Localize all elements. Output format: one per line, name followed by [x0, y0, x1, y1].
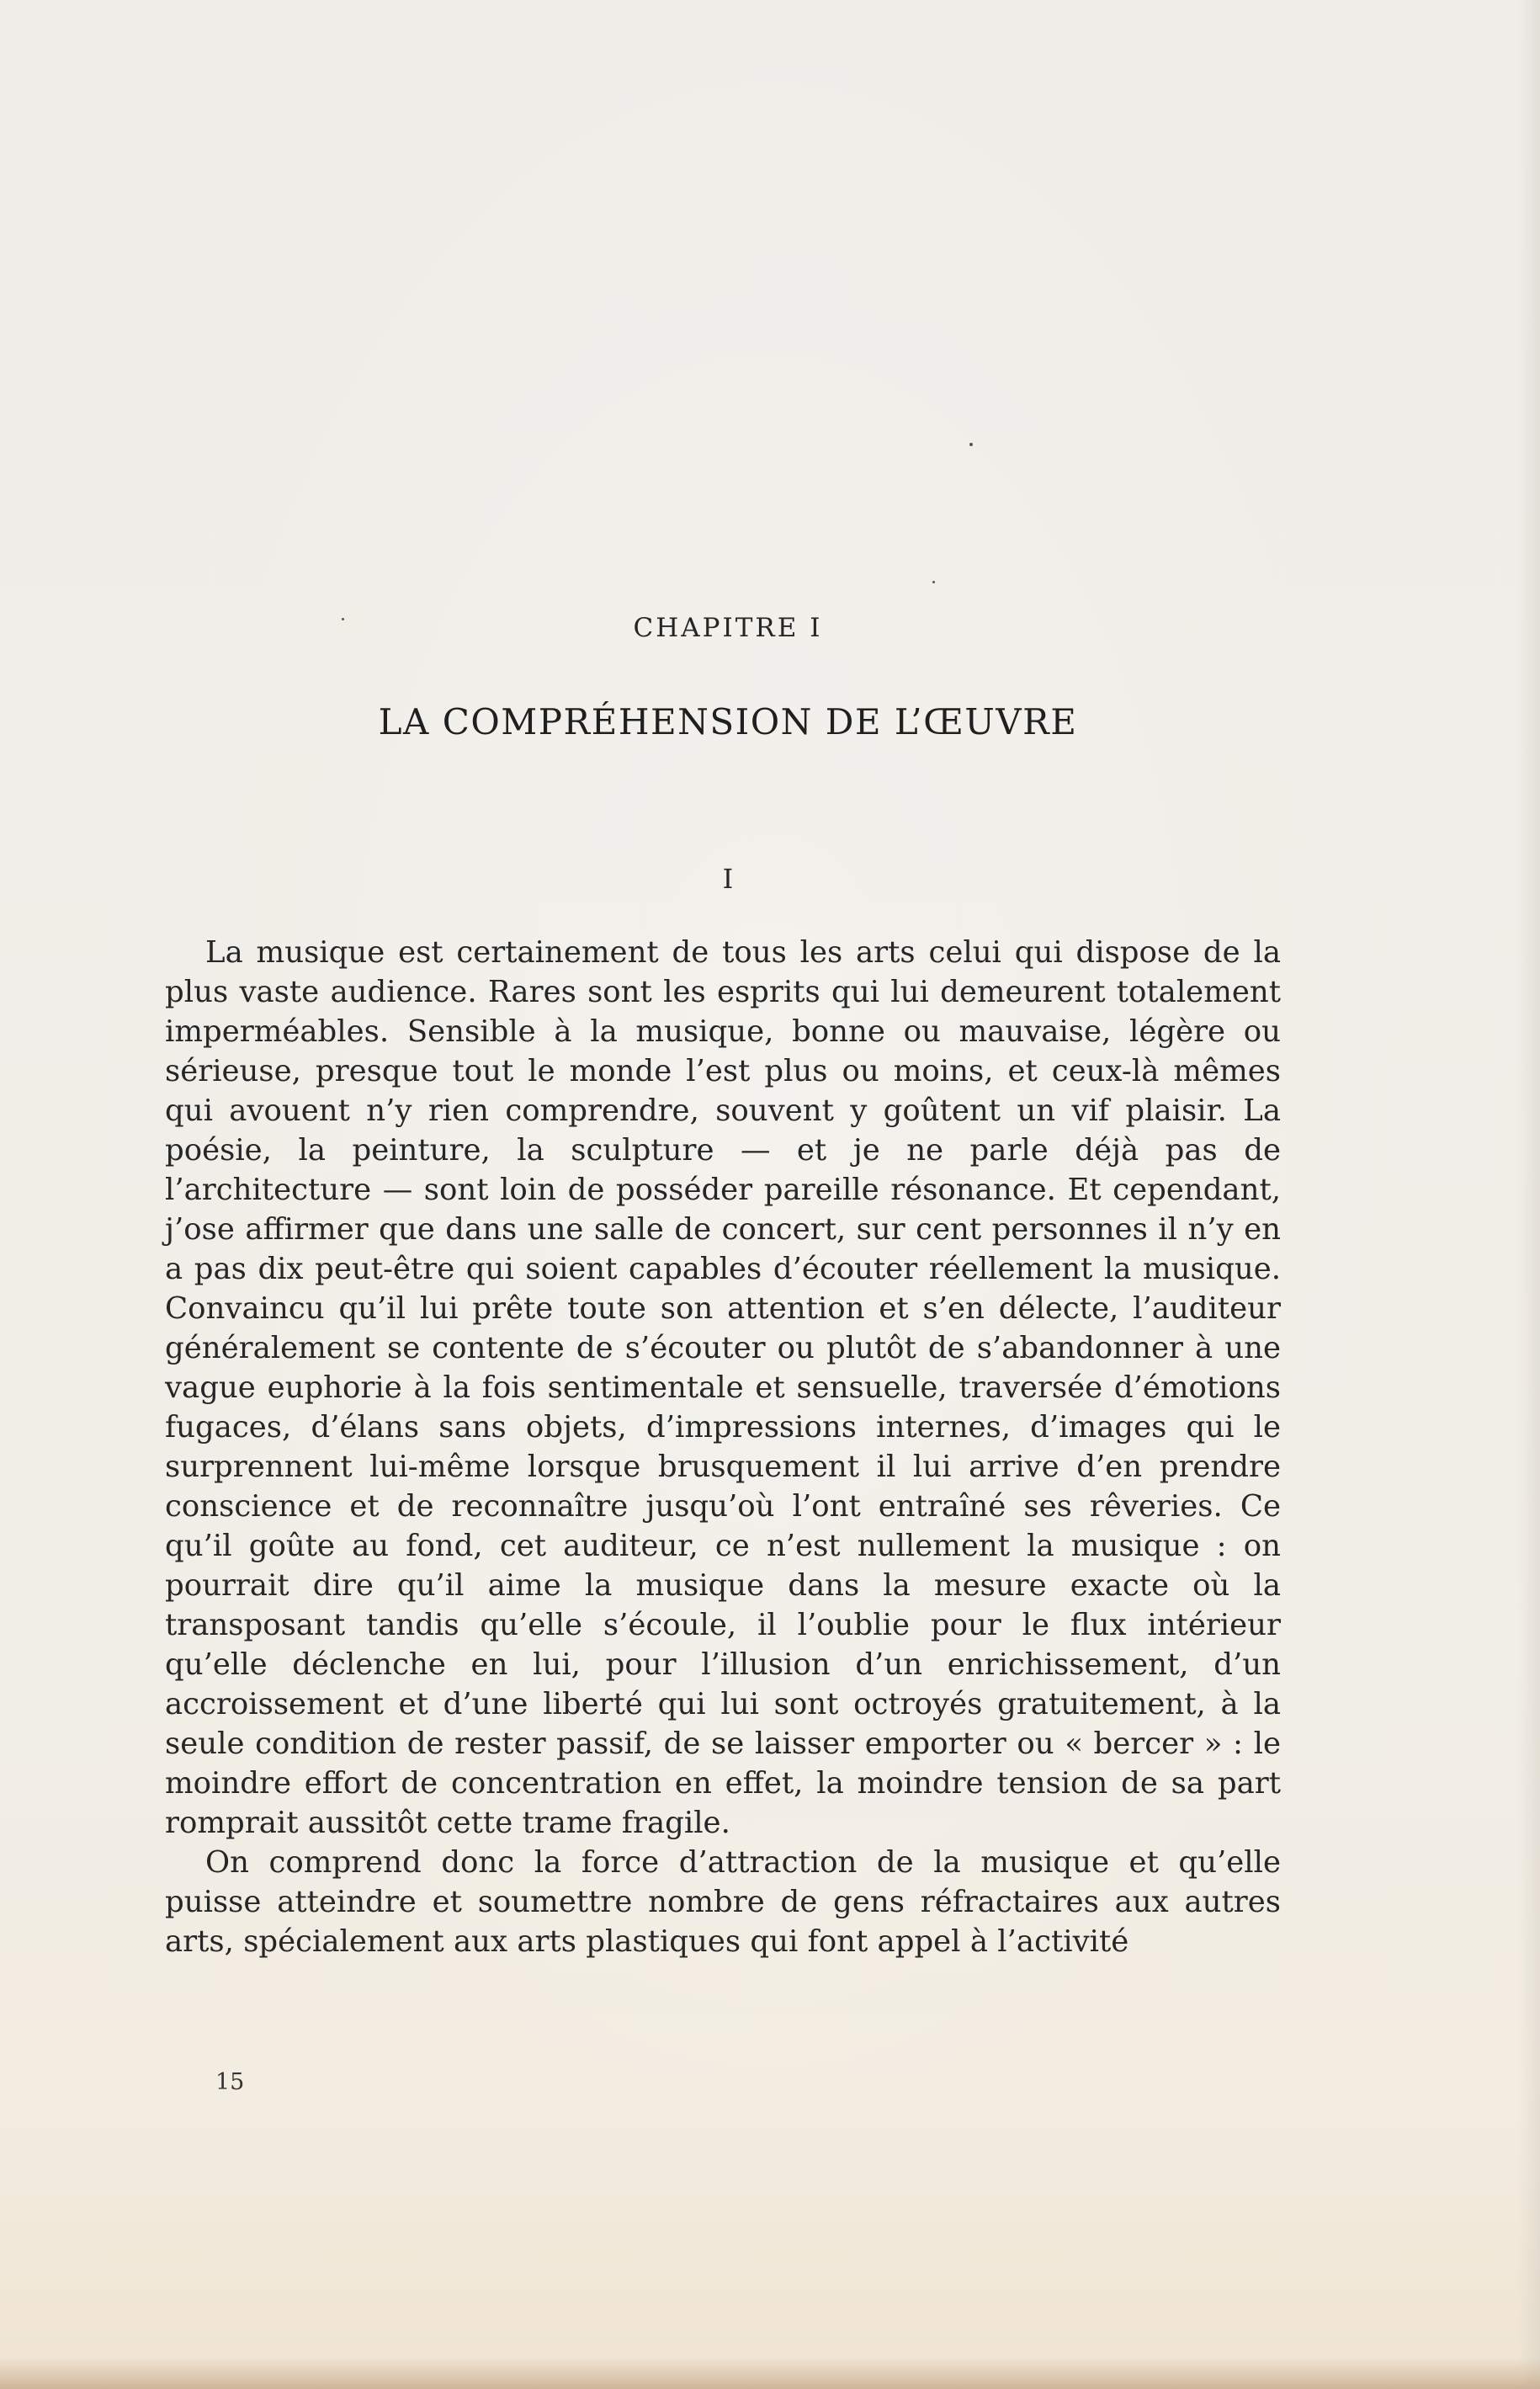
paragraph: La musique est certainement de tous les arts celui qui dispose de la plus vaste audience. Rares sont les esprits qui lui demeurent totalement imperméables. Sensible à la musique, bonne ou mauvaise, légère ou sérieuse, presque tout le monde l’est plus ou moins, et ceux-là mêmes qui avouent n’y rien comprendre, souvent y goûtent un vif plaisir. La poésie, la peinture, la sculpture — et je ne parle déjà pas de l’architecture — sont loin de posséder pareille résonance. Et cependant, j’ose affirmer que dans une salle de concert, sur cent personnes il n’y en a pas dix peut-être qui soient capables d’écouter réellement la musique. Convaincu qu’il lui prête toute son attention et s’en délecte, l’auditeur généralement se contente de s’écouter ou plutôt de s’abandonner à une vague euphorie à la fois sentimentale et sensuelle, traversée d’émotions fugaces, d’élans sans objets, d’impressions internes, d’images qui le surprennent lui-même lorsque brusquement il lui arrive d’en prendre conscience et de reconnaître jusqu’où l’ont entraîné ses rêveries. Ce qu’il goûte au fond, cet auditeur, ce n’est nullement la musique : on pourrait dire qu’il aime la musique dans la mesure exacte où la transposant tandis qu’elle s’écoule, il l’oublie pour le flux intérieur qu’elle déclenche en lui, pour l’illusion d’un enrichissement, d’un accroissement et d’une liberté qui lui sont octroyés gratuitement, à la seule condition de rester passif, de se laisser emporter ou « bercer » : le moindre effort de concentration en effet, la moindre tension de sa part romprait aussitôt cette trame fragile.	[165, 935, 1281, 1840]
page-number: 15	[215, 2069, 245, 2095]
chapter-label: CHAPITRE I	[633, 613, 823, 643]
body-text	[165, 933, 1281, 1961]
print-speck	[932, 581, 935, 583]
page-edge-shadow	[1518, 0, 1540, 2389]
page-bottom-edge	[0, 2357, 1540, 2389]
print-speck	[969, 443, 973, 446]
section-number: I	[722, 863, 734, 895]
chapter-title: LA COMPRÉHENSION DE L’ŒUVRE	[378, 701, 1078, 742]
paragraph: On comprend donc la force d’attraction de la musique et qu’elle puisse atteindre et soumettre nombre de gens réfractaires aux autres arts, spécialement aux arts plastiques qui font appel à l’activité	[165, 1845, 1281, 1959]
